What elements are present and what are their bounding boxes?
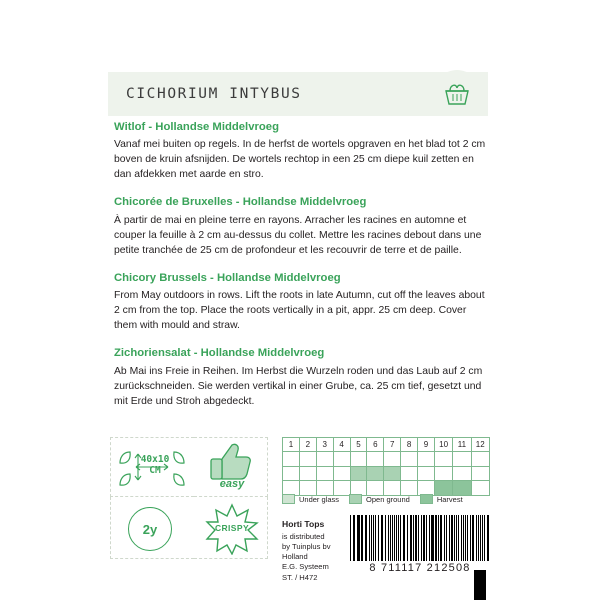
calendar-cell (418, 452, 435, 467)
calendar-cell (418, 466, 435, 481)
calendar-cell (401, 481, 418, 496)
lifespan-value: 2y (142, 521, 158, 537)
calendar-cell (384, 481, 401, 496)
block-body: Ab Mai ins Freie in Reihen. Im Herbst die Wurzeln roden und das Laub auf 2 cm zurückschneiden. Sie werden vertikal in einer Grube, ca. 25 cm tief, gesetzt und mit Erde und Stroh abgedeckt. (114, 365, 483, 407)
calendar-row-open-ground (283, 466, 490, 481)
legend-item-harvest (420, 494, 463, 504)
month-header: 5 (350, 438, 367, 452)
instruction-block-nl (114, 120, 486, 182)
calendar-row-harvest (283, 481, 490, 496)
lifespan-badge (128, 507, 172, 551)
block-body: Vanaf mei buiten op regels. In de herfst de wortels opgraven en het blad tot 2 cm boven de kruin afsnijden. De wortels rechtop in een 25 cm diepe kuil zetten en dan afdekken met aarde en stro. (114, 139, 486, 181)
legend-item-open-ground (349, 494, 410, 504)
calendar-legend (282, 494, 463, 504)
calendar-cell (471, 452, 489, 467)
calendar-cell (333, 466, 350, 481)
calendar-cell (367, 481, 384, 496)
calendar-cell (283, 466, 300, 481)
calendar-cell (316, 481, 333, 496)
calendar-cell (283, 481, 300, 496)
instruction-block-en (114, 271, 486, 333)
brand-line: Holland (282, 552, 308, 562)
calendar-cell (471, 481, 489, 496)
calendar-cell (434, 452, 452, 467)
barcode-number: 8 711117 212508 (369, 562, 471, 574)
calendar-cell (350, 452, 367, 467)
calendar-cell (471, 466, 489, 481)
month-header: 12 (471, 438, 489, 452)
calendar-cell (316, 452, 333, 467)
month-header: 10 (434, 438, 452, 452)
calendar-cell (333, 481, 350, 496)
calendar-cell (316, 466, 333, 481)
month-header: 7 (384, 438, 401, 452)
seed-packet-basket-icon (434, 70, 480, 116)
calendar-cell (350, 481, 367, 496)
calendar-cell-filled (350, 466, 367, 481)
brand-name: Horti Tops (282, 519, 325, 529)
instruction-blocks (114, 120, 486, 422)
month-header: 8 (401, 438, 418, 452)
header-bar (108, 72, 488, 116)
calendar-cell (418, 481, 435, 496)
calendar-cell (333, 452, 350, 467)
month-header: 11 (453, 438, 471, 452)
calendar-cell (453, 466, 471, 481)
crispy-label: CRISPY (214, 523, 250, 533)
block-title: Witlof - Hollandse Middelvroeg (114, 121, 279, 133)
calendar-header-row (283, 438, 490, 452)
month-header: 9 (418, 438, 435, 452)
barcode (350, 515, 490, 574)
page-title: CICHORIUM INTYBUS (126, 86, 302, 102)
calendar-cell (299, 481, 316, 496)
print-registration-mark (474, 570, 486, 600)
legend-swatch-icon (282, 494, 295, 504)
calendar-cell-filled (367, 466, 384, 481)
brand-line: E.G. Systeem (282, 562, 329, 572)
calendar-cell (283, 452, 300, 467)
footer-info-area (110, 437, 490, 582)
calendar-cell (299, 452, 316, 467)
sowing-calendar (282, 437, 490, 496)
brand-line: ST. / H472 (282, 572, 318, 582)
calendar-cell-filled (434, 481, 452, 496)
month-header: 4 (333, 438, 350, 452)
spacing-value: 40x10 (140, 454, 170, 465)
brand-line: is distributed (282, 531, 325, 541)
calendar-cell (434, 466, 452, 481)
legend-label: Under glass (299, 494, 340, 504)
calendar-cell (401, 452, 418, 467)
calendar-cell (401, 466, 418, 481)
legend-swatch-icon (349, 494, 362, 504)
spacing-unit: CM (149, 464, 161, 476)
calendar-cell (299, 466, 316, 481)
calendar-cell-filled (453, 481, 471, 496)
month-header: 3 (316, 438, 333, 452)
instruction-block-fr (114, 195, 486, 257)
calendar-cell-filled (384, 466, 401, 481)
calendar-row-under-glass (283, 452, 490, 467)
barcode-bars (350, 515, 490, 561)
block-body: À partir de mai en pleine terre en rayons. Arracher les racines en automne et couper la feuille à 2 cm au-dessus du collet. Mettre les racines debout dans une petite tranchée de 25 cm de profondeur et les recouvrir de terre et de paille. (114, 214, 482, 256)
legend-item-under-glass (282, 494, 339, 504)
brand-info (282, 519, 331, 583)
easy-label: easy (219, 478, 245, 490)
instruction-block-de (114, 346, 486, 408)
plant-spacing-icon (116, 443, 188, 491)
calendar-cell (367, 452, 384, 467)
legend-label: Open ground (366, 494, 410, 504)
month-header: 1 (283, 438, 300, 452)
block-title: Chicory Brussels - Hollandse Middelvroeg (114, 271, 341, 284)
calendar-cell (384, 452, 401, 467)
block-title: Chicorée de Bruxelles - Hollandse Middelvroeg (114, 196, 367, 209)
legend-swatch-icon (420, 494, 433, 504)
month-header: 2 (299, 438, 316, 452)
month-header: 6 (367, 438, 384, 452)
calendar-cell (453, 452, 471, 467)
brand-line: by Tuinplus bv (282, 541, 331, 551)
calendar-table (282, 437, 490, 496)
block-title: Zichoriensalat - Hollandse Middelvroeg (114, 347, 325, 360)
block-body: From May outdoors in rows. Lift the roots in late Autumn, cut off the leaves about 2 cm from the top. Place the roots vertically in a pit, appr. 25 cm deep. Cover them with mould and straw. (114, 290, 485, 332)
legend-label: Harvest (436, 494, 463, 504)
